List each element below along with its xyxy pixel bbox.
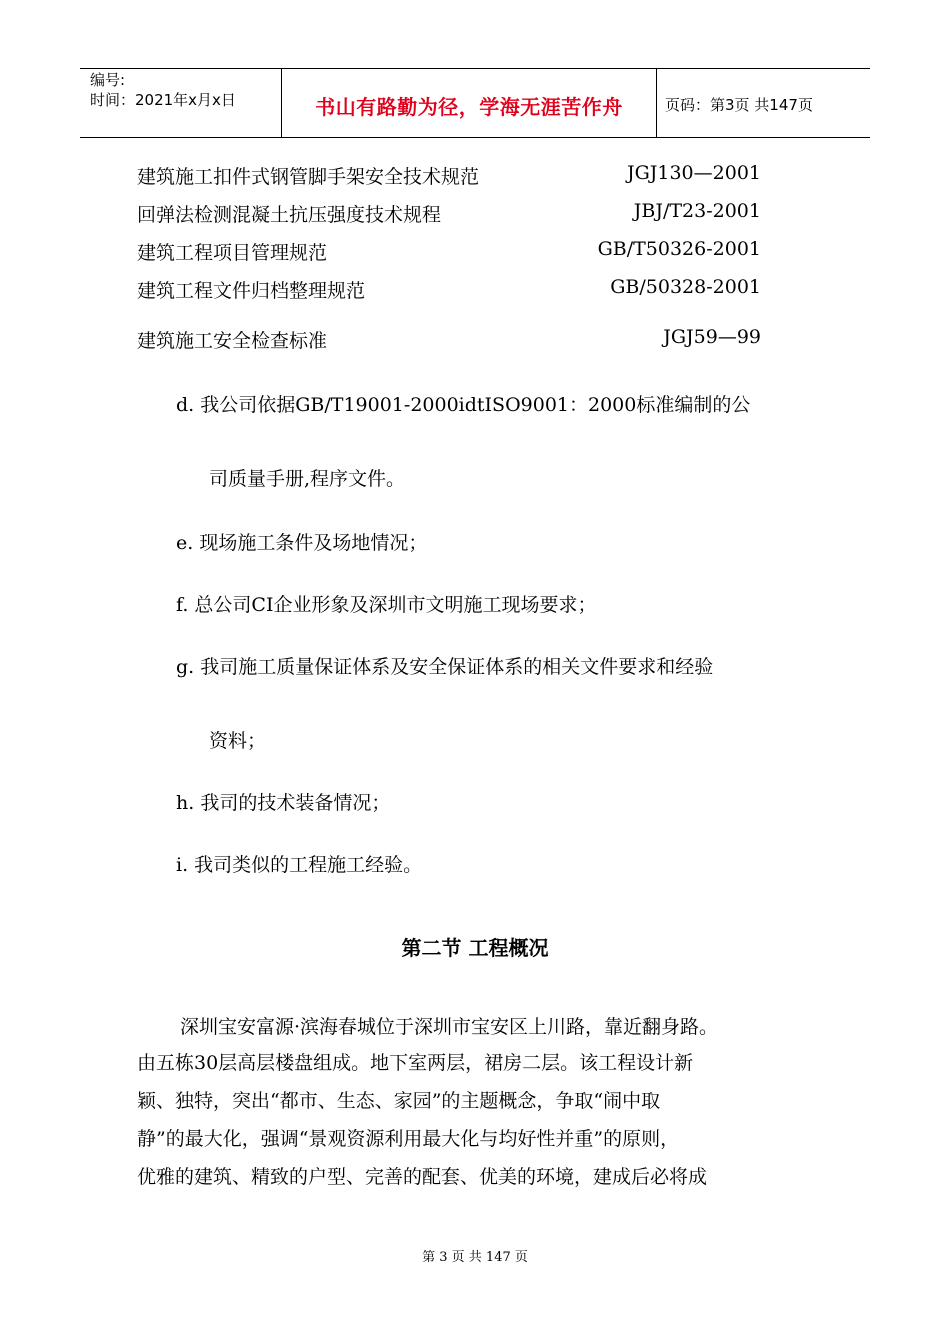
standard-row [137,276,761,304]
paragraph-line: 静”的最大化，强调“景观资源利用最大化与均好性并重”的原则， [137,1128,680,1150]
paragraph-line: 由五栋30层高层楼盘组成。地下室两层，裙房二层。该工程设计新 [137,1052,694,1074]
paragraph-line: 深圳宝安富源·滨海春城位于深圳市宝安区上川路，靠近翻身路。 [180,1016,719,1038]
standard-row [137,326,761,354]
list-item-g: g. 我司施工质量保证体系及安全保证体系的相关文件要求和经验 [176,656,714,678]
list-item-i: i. 我司类似的工程施工经验。 [176,854,423,876]
number-label: 编号: [90,71,126,89]
list-item-d: d. 我公司依据GB/T19001-2000idtISO9001：2000标准编制的公 [176,394,751,416]
standard-name: 建筑施工安全检查标准 [137,330,328,352]
standard-name: 建筑工程项目管理规范 [137,242,328,264]
paragraph-line: 颖、独特，突出“都市、生态、家园”的主题概念，争取“闹中取 [137,1090,661,1112]
standard-name: 回弹法检测混凝土抗压强度技术规程 [137,204,442,226]
paragraph-line: 优雅的建筑、精致的户型、完善的配套、优美的环境，建成后必将成 [137,1166,708,1188]
standard-name: 建筑施工扣件式钢管脚手架安全技术规范 [137,166,480,188]
standard-row [137,238,761,266]
header-left-cell [80,69,282,137]
header-table [80,68,870,138]
section-title: 第二节 工程概况 [401,936,549,960]
list-item-f: f. 总公司CI企业形象及深圳市文明施工现场要求； [176,594,597,616]
list-item-h: h. 我司的技术装备情况； [176,792,391,814]
standard-name: 建筑工程文件归档整理规范 [137,280,366,302]
list-item-e: e. 现场施工条件及场地情况； [176,532,428,554]
page-footer: 第 3 页 共 147 页 [422,1250,528,1265]
list-item-d-continued: 司质量手册,程序文件。 [209,468,406,490]
standard-code: JGJ59—99 [663,326,761,348]
standard-row [137,200,761,228]
header-center-cell [282,69,657,137]
standard-code: GB/50328-2001 [610,276,761,298]
motto-text: 书山有路勤为径，学海无涯苦作舟 [315,95,623,119]
standard-code: GB/T50326-2001 [597,238,761,260]
standard-row [137,162,761,190]
time-label: 时间：2021年x月x日 [90,91,236,109]
list-item-g-continued: 资料； [209,730,267,752]
header-right-cell [657,69,870,137]
standard-code: JBJ/T23-2001 [633,200,761,222]
standard-code: JGJ130—2001 [626,162,761,184]
page-code: 页码：第3页 共147页 [665,96,813,114]
